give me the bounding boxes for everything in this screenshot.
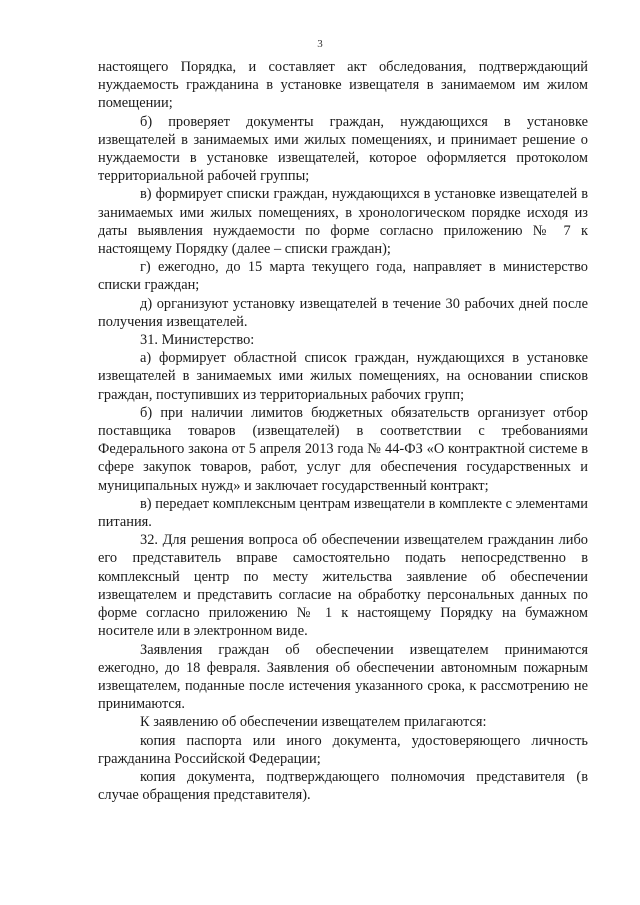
paragraph-continuation: настоящего Порядка, и составляет акт обследования, подтверждающий нуждаемость гражданина в установке извещателя в занимаемом им жилом помещении; xyxy=(98,59,588,112)
paragraph-item-g: г) ежегодно, до 15 марта текущего года, направляет в министерство списки граждан; xyxy=(98,259,588,294)
paragraph-31-item-a: а) формирует областной список граждан, нуждающихся в установке извещателей в занимаемых ими жилых помещениях, на основании списков граждан, поступивших из территориальных рабочих групп; xyxy=(98,350,588,403)
page-number: 3 xyxy=(317,38,323,50)
document-body xyxy=(98,58,588,804)
paragraph-deadline: Заявления граждан об обеспечении извещателем принимаются ежегодно, до 18 февраля. Заявления об обеспечении автономным пожарным извещателем, поданные после истечения указанного срока, к рассмотрению не принимаются. xyxy=(98,641,588,713)
paragraph-item-b: б) проверяет документы граждан, нуждающихся в установке извещателей в занимаемых ими жилых помещениях, и принимает решение о нуждаемости в установке извещателей, которое оформляется протоколом территориальной рабочей группы; xyxy=(98,113,588,185)
paragraph-attachments-intro: К заявлению об обеспечении извещателем прилагаются: xyxy=(140,714,487,731)
paragraph-item-v: в) формирует списки граждан, нуждающихся в установке извещателей в занимаемых ими жилых помещениях, в хронологическом порядке исходя из даты выявления нуждаемости по форме согласно приложению № 7 к настоящему Порядку (далее – списки граждан); xyxy=(98,186,588,258)
paragraph-section-32: 32. Для решения вопроса об обеспечении извещателем гражданин либо его представитель вправе самостоятельно подать непосредственно в комплексный центр по месту жительства заявление об обеспечении извещателем и представить согласие на обработку персональных данных по форме согласно приложению № 1 к настоящему Порядку на бумажном носителе или в электронном виде. xyxy=(98,532,588,640)
paragraph-attachment-passport: копия паспорта или иного документа, удостоверяющего личность гражданина Российской Федерации; xyxy=(98,732,588,767)
paragraph-attachment-authority: копия документа, подтверждающего полномочия представителя (в случае обращения представителя). xyxy=(98,768,588,804)
paragraph-section-31: 31. Министерство: xyxy=(140,332,255,349)
paragraph-item-d: д) организуют установку извещателей в течение 30 рабочих дней после получения извещателей. xyxy=(98,295,588,330)
paragraph-31-item-v: в) передает комплексным центрам извещатели в комплекте с элементами питания. xyxy=(98,495,588,531)
paragraph-31-item-b: б) при наличии лимитов бюджетных обязательств организует отбор поставщика товаров (извещателей) в соответствии с требованиями Федерального закона от 5 апреля 2013 года № 44-ФЗ «О контрактной системе в сфере закупок товаров, работ, услуг для обеспечения государственных и муниципальных нужд» и заключает государственный контракт; xyxy=(98,404,588,494)
